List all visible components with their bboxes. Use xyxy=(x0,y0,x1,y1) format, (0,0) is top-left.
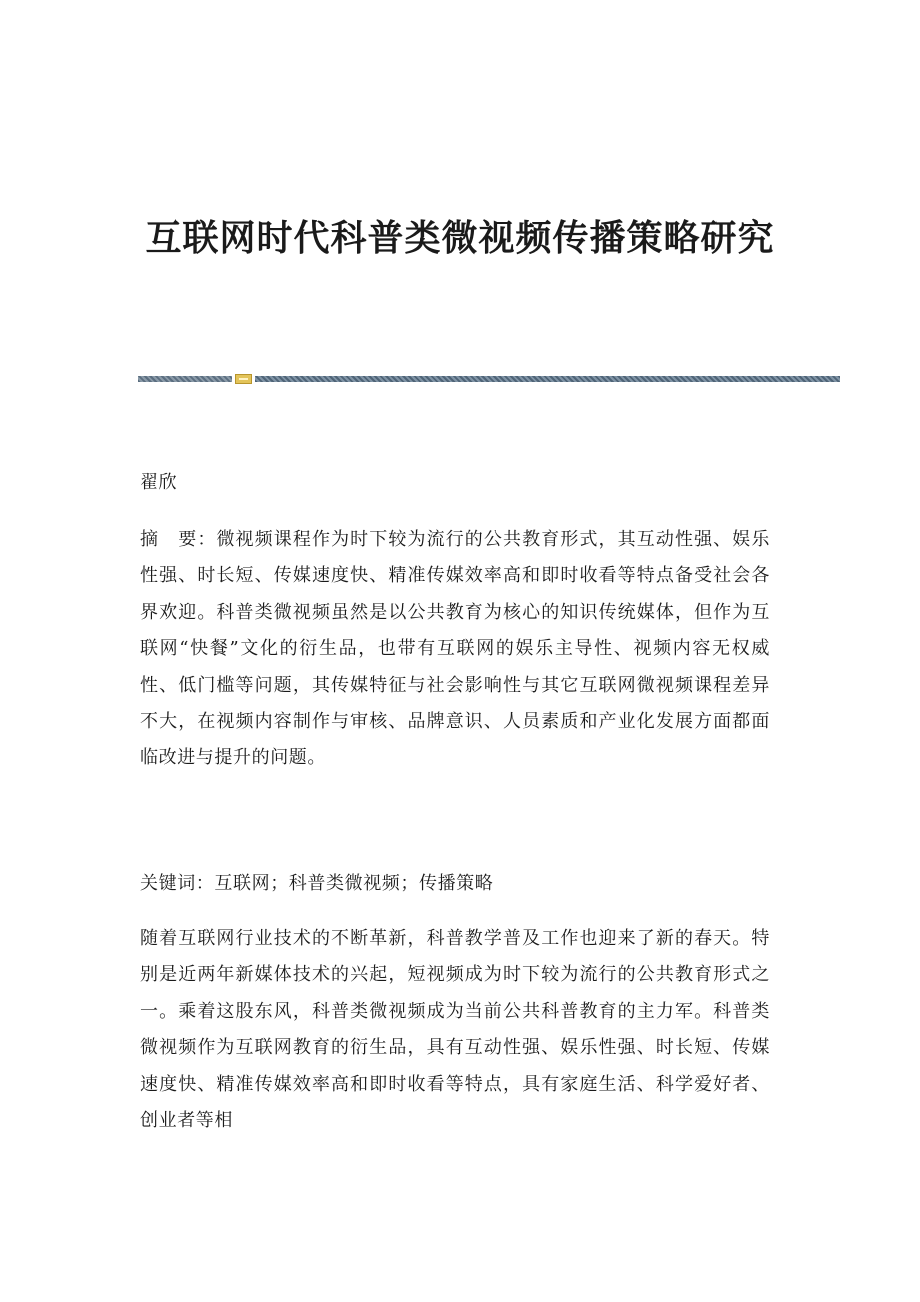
abstract-paragraph xyxy=(140,522,770,777)
keywords-paragraph xyxy=(140,866,770,902)
keywords-text: 互联网；科普类微视频；传播策略 xyxy=(214,873,494,894)
abstract-label: 摘 要： xyxy=(140,529,217,550)
title-divider xyxy=(138,374,840,384)
abstract-text: 微视频课程作为时下较为流行的公共教育形式，其互动性强、娱乐性强、时长短、传媒速度快、精准传媒效率高和即时收看等特点备受社会各界欢迎。科普类微视频虽然是以公共教育为核心的知识传统媒体，但作为互联网“快餐”文化的衍生品，也带有互联网的娱乐主导性、视频内容无权威性、低门槛等问题，其传媒特征与社会影响性与其它互联网微视频课程差异不大，在视频内容制作与审核、品牌意识、人员素质和产业化发展方面都面临改进与提升的问题。 xyxy=(140,529,770,769)
divider-bar-left xyxy=(138,376,232,382)
intro-paragraph: 随着互联网行业技术的不断革新，科普教学普及工作也迎来了新的春天。特别是近两年新媒体技术的兴起，短视频成为时下较为流行的公共教育形式之一。乘着这股东风，科普类微视频成为当前公共科普教育的主力军。科普类微视频作为互联网教育的衍生品，具有互动性强、娱乐性强、时长短、传媒速度快、精准传媒效率高和即时收看等特点，具有家庭生活、科学爱好者、创业者等相 xyxy=(140,928,770,1132)
document-title: 互联网时代科普类微视频传播策略研究 xyxy=(145,217,775,259)
keywords-label: 关键词： xyxy=(140,873,215,894)
divider-ornament-icon xyxy=(235,374,252,384)
author-name: 翟欣 xyxy=(140,472,178,493)
divider-bar-right xyxy=(255,376,840,382)
